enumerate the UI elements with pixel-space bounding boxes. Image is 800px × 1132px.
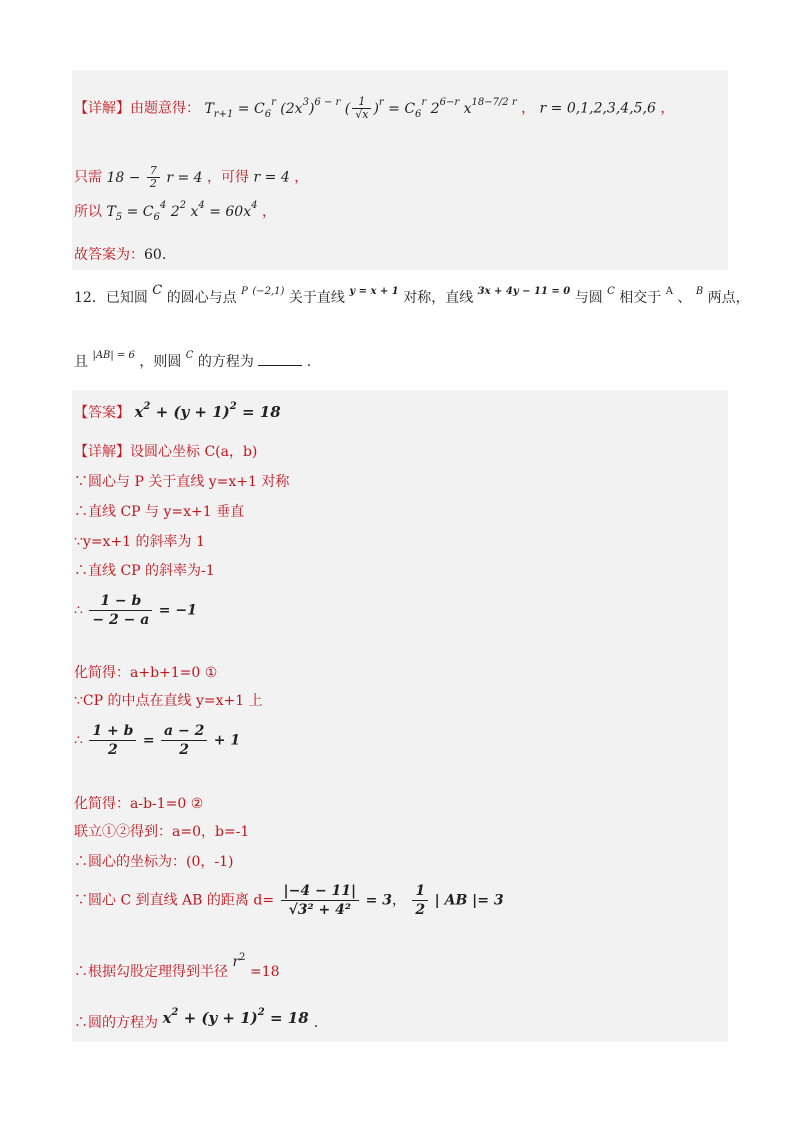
detail-line-6: ∴ $\frac{1 - b}{- 2 - a}$ = −1 [74, 593, 197, 628]
s11-need-line: 只需 18 − $\frac{7}{2}$ r = 4 ，可得 r = 4 ， [74, 164, 309, 190]
detail-line-12: ∴圆心的坐标为：(0，-1) [74, 854, 234, 870]
detail-line-13: ∵圆心 C 到直线 AB 的距离 d= $\frac{|-4 - 11|}{\text{√3² + 4²}}$ = 3， $\frac{1}{2}$ | AB |= 3 [74, 883, 504, 918]
question-12-line1: 12．已知圆 C 的圆心与点 $^P$ $^{(-2,1)}$ 关于直线 $^{y = x + 1}$ 对称，直线 $^{3x + 4y - 11 = 0}$ 与圆 $^C$ 相交于 $^A$ 、 $^B$ 两点， [74, 283, 750, 306]
binomial-term-formula: $T_{r+1} = C_6^r$ $(2x^3)^{6 - r}$ ( $\frac{1}{√x}$ )$^r = C_6^r$ $2^{6-r}$ $x^{18-7/2 r}$ [204, 95, 517, 121]
detail-line-7: 化简得：a+b+1=0 ① [74, 665, 218, 681]
detail-line-4: ∵y=x+1 的斜率为 1 [74, 534, 205, 550]
detail-label: 【详解】由题意得： [74, 100, 200, 117]
t5-formula: $T_5 = C_6^4$ $2^2$ $x^4 = 60x^4$ [106, 200, 258, 223]
detail-line-3: ∴直线 CP 与 y=x+1 垂直 [74, 504, 245, 520]
detail-line-1: 【详解】设圆心坐标 C(a，b) [74, 444, 258, 460]
detail-line-5: ∴直线 CP 的斜率为-1 [74, 563, 215, 579]
detail-line-8: ∵CP 的中点在直线 y=x+1 上 [74, 693, 263, 709]
detail-line-2: ∵圆心与 P 关于直线 y=x+1 对称 [74, 474, 290, 490]
answer-blank [258, 353, 302, 366]
need-equation: 18 − $\frac{7}{2}$ r = 4 [106, 164, 203, 190]
s11-answer-line: 故答案为：60. [74, 247, 167, 263]
s11-so-line: 所以 $T_5 = C_6^4$ $2^2$ $x^4 = 60x^4$ ， [74, 200, 276, 223]
question-12-line2: 且 $^{|AB| = 6}$ ，则圆 $^C$ 的方程为 . [74, 350, 312, 370]
detail-line-11: 联立①②得到：a=0，b=-1 [74, 824, 250, 840]
s11-detail-line: 【详解】由题意得： $T_{r+1} = C_6^r$ $(2x^3)^{6 - r}$ ( $\frac{1}{√x}$ )$^r = C_6^r$ $2^{6-r}$ $x^{18-7/2 r}$ ， r = 0,1,2,3,4,5,6 ， [74, 95, 675, 121]
r-values: r = 0,1,2,3,4,5,6 [539, 100, 656, 117]
answer-equation: $x^2 + (y + 1)^2 = 18$ [134, 401, 281, 421]
detail-line-10: 化简得：a-b-1=0 ② [74, 796, 204, 812]
answer-value: 60 [144, 247, 162, 263]
detail-line-14: ∴根据勾股定理得到半径 $r^2 =18$ [74, 952, 280, 980]
detail-line-9: ∴ $\frac{1 + b}{2}$ = $\frac{a - 2}{2}$ + 1 [74, 723, 241, 758]
detail-line-15: ∴圆的方程为 $x^2 + (y + 1)^2 = 18$ . [74, 1007, 319, 1031]
a12-answer-line: 【答案】 $x^2 + (y + 1)^2 = 18$ [74, 401, 281, 421]
